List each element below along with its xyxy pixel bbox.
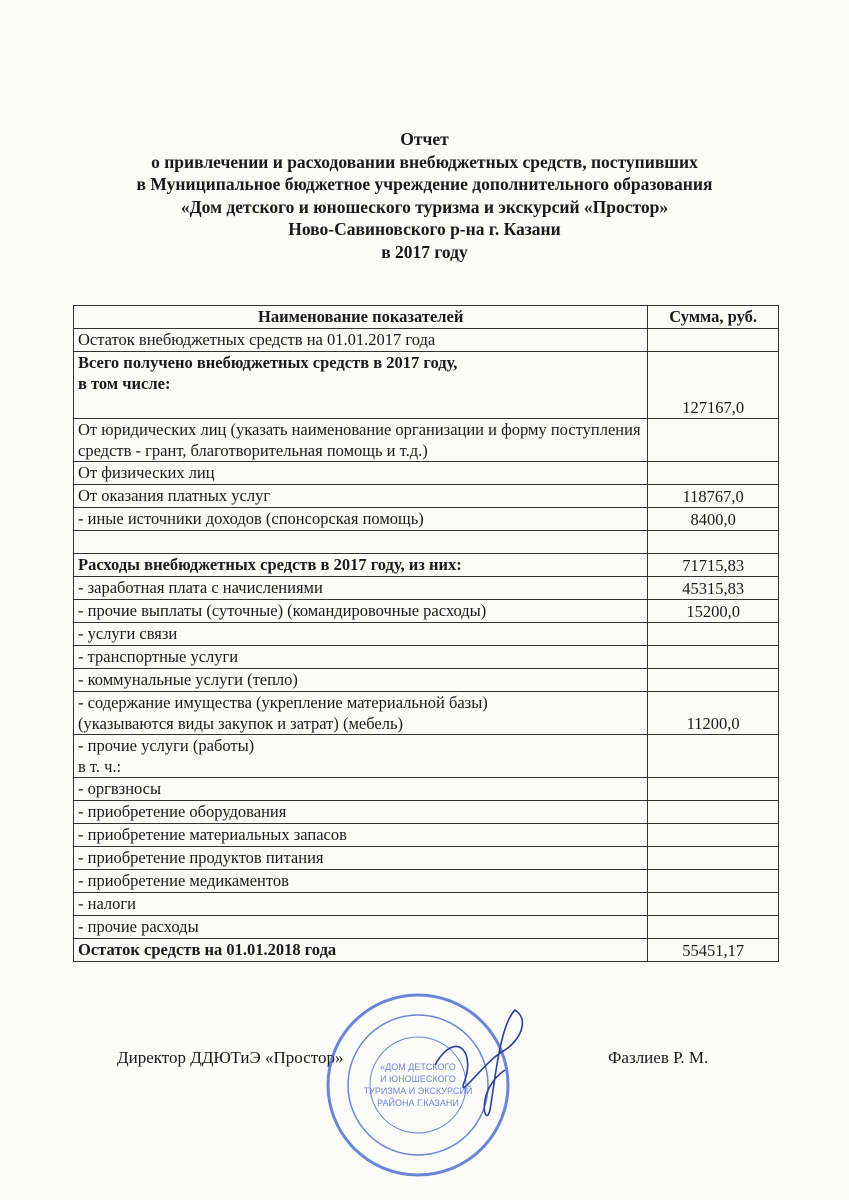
table-row (74, 847, 779, 870)
row-amount (648, 847, 779, 870)
row-amount: 127167,0 (648, 352, 779, 419)
row-label: От физических лиц (74, 462, 648, 485)
row-amount (648, 646, 779, 669)
row-amount (648, 531, 779, 554)
row-label: - транспортные услуги (74, 646, 648, 669)
header-amount: Сумма, руб. (648, 306, 779, 329)
row-amount: 118767,0 (648, 485, 779, 508)
table-row (74, 824, 779, 847)
table-row (74, 600, 779, 623)
row-label: - прочие расходы (74, 916, 648, 939)
row-amount (648, 778, 779, 801)
row-amount (648, 419, 779, 462)
svg-text:ТУРИЗМА И ЭКСКУРСИЙ: ТУРИЗМА И ЭКСКУРСИЙ (363, 1086, 473, 1096)
table-row (74, 554, 779, 577)
row-amount (648, 916, 779, 939)
title-line: о привлечении и расходовании внебюджетных средств, поступивших (151, 151, 698, 172)
report-table (73, 305, 779, 962)
row-amount (648, 801, 779, 824)
title-line: «Дом детского и юношеского туризма и экскурсий «Простор» (180, 196, 669, 217)
table-row (74, 508, 779, 531)
row-amount (648, 735, 779, 778)
row-amount: 71715,83 (648, 554, 779, 577)
row-label: - заработная плата с начислениями (74, 577, 648, 600)
row-label: - налоги (74, 893, 648, 916)
row-label (74, 531, 648, 554)
stamp-seal (328, 995, 508, 1175)
table-row (74, 462, 779, 485)
row-label: Остаток средств на 01.01.2018 года (74, 939, 648, 962)
svg-text:«ДОМ ДЕТСКОГО: «ДОМ ДЕТСКОГО (380, 1062, 456, 1072)
table-row (74, 801, 779, 824)
row-label: От юридических лиц (указать наименование организации и форму поступления средств - грант, благотворительная помощь и т.д.) (74, 419, 648, 462)
svg-text:И ЮНОШЕСКОГО: И ЮНОШЕСКОГО (380, 1074, 456, 1084)
row-label: Остаток внебюджетных средств на 01.01.2017 года (74, 329, 648, 352)
title-line: в Муниципальное бюджетное учреждение дополнительного образования (136, 174, 713, 194)
table-row (74, 623, 779, 646)
table-row (74, 916, 779, 939)
row-label: - оргвзносы (74, 778, 648, 801)
row-label: - иные источники доходов (спонсорская помощь) (74, 508, 648, 531)
document-title (0, 128, 849, 263)
row-amount (648, 893, 779, 916)
table-row (74, 352, 779, 419)
table-row (74, 893, 779, 916)
row-label: - приобретение оборудования (74, 801, 648, 824)
row-label: Расходы внебюджетных средств в 2017 году, из них: (74, 554, 648, 577)
row-label: От оказания платных услуг (74, 485, 648, 508)
title-line: Ново-Савиновского р-на г. Казани (288, 219, 561, 239)
row-label: - прочие услуги (работы) в т. ч.: (74, 735, 648, 778)
row-label: - приобретение медикаментов (74, 870, 648, 893)
row-amount: 15200,0 (648, 600, 779, 623)
row-amount: 11200,0 (648, 692, 779, 735)
table-row (74, 735, 779, 778)
row-label: - приобретение продуктов питания (74, 847, 648, 870)
row-label: Всего получено внебюджетных средств в 2017 году, в том числе: (74, 352, 648, 419)
row-amount (648, 870, 779, 893)
row-amount (648, 669, 779, 692)
table-row (74, 577, 779, 600)
table-row (74, 646, 779, 669)
row-amount (648, 824, 779, 847)
table-header-row (74, 306, 779, 329)
table-row (74, 778, 779, 801)
row-amount: 45315,83 (648, 577, 779, 600)
table-row (74, 692, 779, 735)
row-label: - услуги связи (74, 623, 648, 646)
table-body (74, 329, 779, 962)
row-label: - коммунальные услуги (тепло) (74, 669, 648, 692)
row-label: - приобретение материальных запасов (74, 824, 648, 847)
table-row (74, 329, 779, 352)
row-label: - прочие выплаты (суточные) (командировочные расходы) (74, 600, 648, 623)
header-indicator: Наименование показателей (74, 306, 648, 329)
table-row (74, 669, 779, 692)
signature-position: Директор ДДЮТиЭ «Простор» (117, 1048, 344, 1067)
row-label: - содержание имущества (укрепление материальной базы) (указываются виды закупок и затрат) (мебель) (74, 692, 648, 735)
table-row (74, 531, 779, 554)
row-amount: 8400,0 (648, 508, 779, 531)
official-stamp (315, 990, 555, 1190)
row-amount (648, 329, 779, 352)
row-amount: 55451,17 (648, 939, 779, 962)
table-row (74, 870, 779, 893)
title-line: в 2017 году (381, 241, 468, 262)
table-row (74, 419, 779, 462)
title-line: Отчет (400, 129, 449, 149)
row-amount (648, 623, 779, 646)
row-amount (648, 462, 779, 485)
table-row (74, 939, 779, 962)
signature-name: Фазлиев Р. М. (608, 1048, 709, 1067)
table-row (74, 485, 779, 508)
svg-text:РАЙОНА Г.КАЗАНИ: РАЙОНА Г.КАЗАНИ (377, 1098, 459, 1108)
